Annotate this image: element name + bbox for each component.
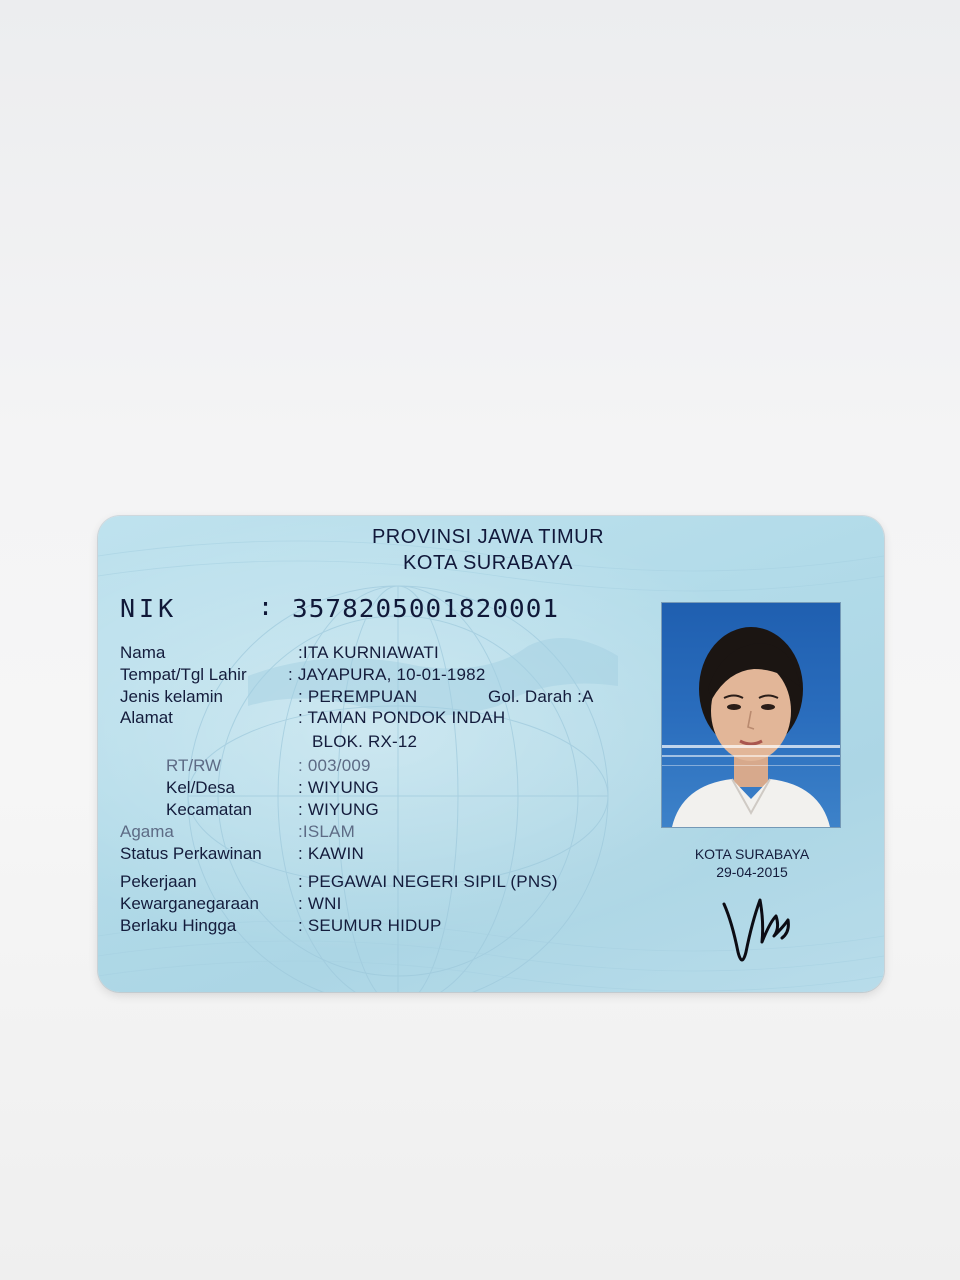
field-value-alamat-line2: BLOK. RX-12 [312, 732, 418, 751]
field-label-nama: Nama [120, 643, 166, 662]
field-value-kecamatan: : WIYUNG [298, 800, 379, 819]
field-value-kewarganegaraan: : WNI [298, 894, 342, 913]
field-label-agama: Agama [120, 822, 174, 841]
city-header: KOTA SURABAYA [403, 552, 573, 574]
field-value-agama: :ISLAM [298, 822, 355, 841]
field-label-rt-rw: RT/RW [166, 756, 222, 775]
field-label-kewarganegaraan: Kewarganegaraan [120, 894, 259, 913]
signature-icon [718, 892, 798, 972]
field-value-alamat: : TAMAN PONDOK INDAH [298, 708, 506, 727]
field-value-tempat-tgl-lahir: : JAYAPURA, 10-01-1982 [288, 665, 486, 684]
field-label-tempat-tgl-lahir: Tempat/Tgl Lahir [120, 665, 247, 684]
field-label-status-perkawinan: Status Perkawinan [120, 844, 262, 863]
field-value-rt-rw: : 003/009 [298, 756, 371, 775]
nik-colon: : [258, 592, 274, 621]
nik-value: 3578205001820001 [292, 594, 560, 623]
field-value-nama: :ITA KURNIAWATI [298, 643, 439, 662]
field-label-kecamatan: Kecamatan [166, 800, 252, 819]
field-label-alamat: Alamat [120, 708, 173, 727]
field-label-berlaku-hingga: Berlaku Hingga [120, 916, 237, 935]
field-value-gol-darah: Gol. Darah :A [488, 687, 594, 706]
field-value-status-perkawinan: : KAWIN [298, 844, 364, 863]
province-header: PROVINSI JAWA TIMUR [371, 526, 605, 548]
nik-label: NIK [120, 594, 178, 623]
field-label-kel-desa: Kel/Desa [166, 778, 235, 797]
field-value-pekerjaan: : PEGAWAI NEGERI SIPIL (PNS) [298, 872, 558, 891]
field-label-jenis-kelamin: Jenis kelamin [120, 687, 223, 706]
field-value-jenis-kelamin: : PEREMPUAN [298, 687, 418, 706]
issue-city: KOTA SURABAYA [694, 846, 810, 862]
field-label-pekerjaan: Pekerjaan [120, 872, 197, 891]
portrait-photo [662, 603, 840, 827]
portrait-illustration [662, 603, 840, 827]
id-card [98, 516, 884, 992]
issue-date: 29-04-2015 [716, 864, 788, 880]
field-value-berlaku-hingga: : SEUMUR HIDUP [298, 916, 442, 935]
field-value-kel-desa: : WIYUNG [298, 778, 379, 797]
